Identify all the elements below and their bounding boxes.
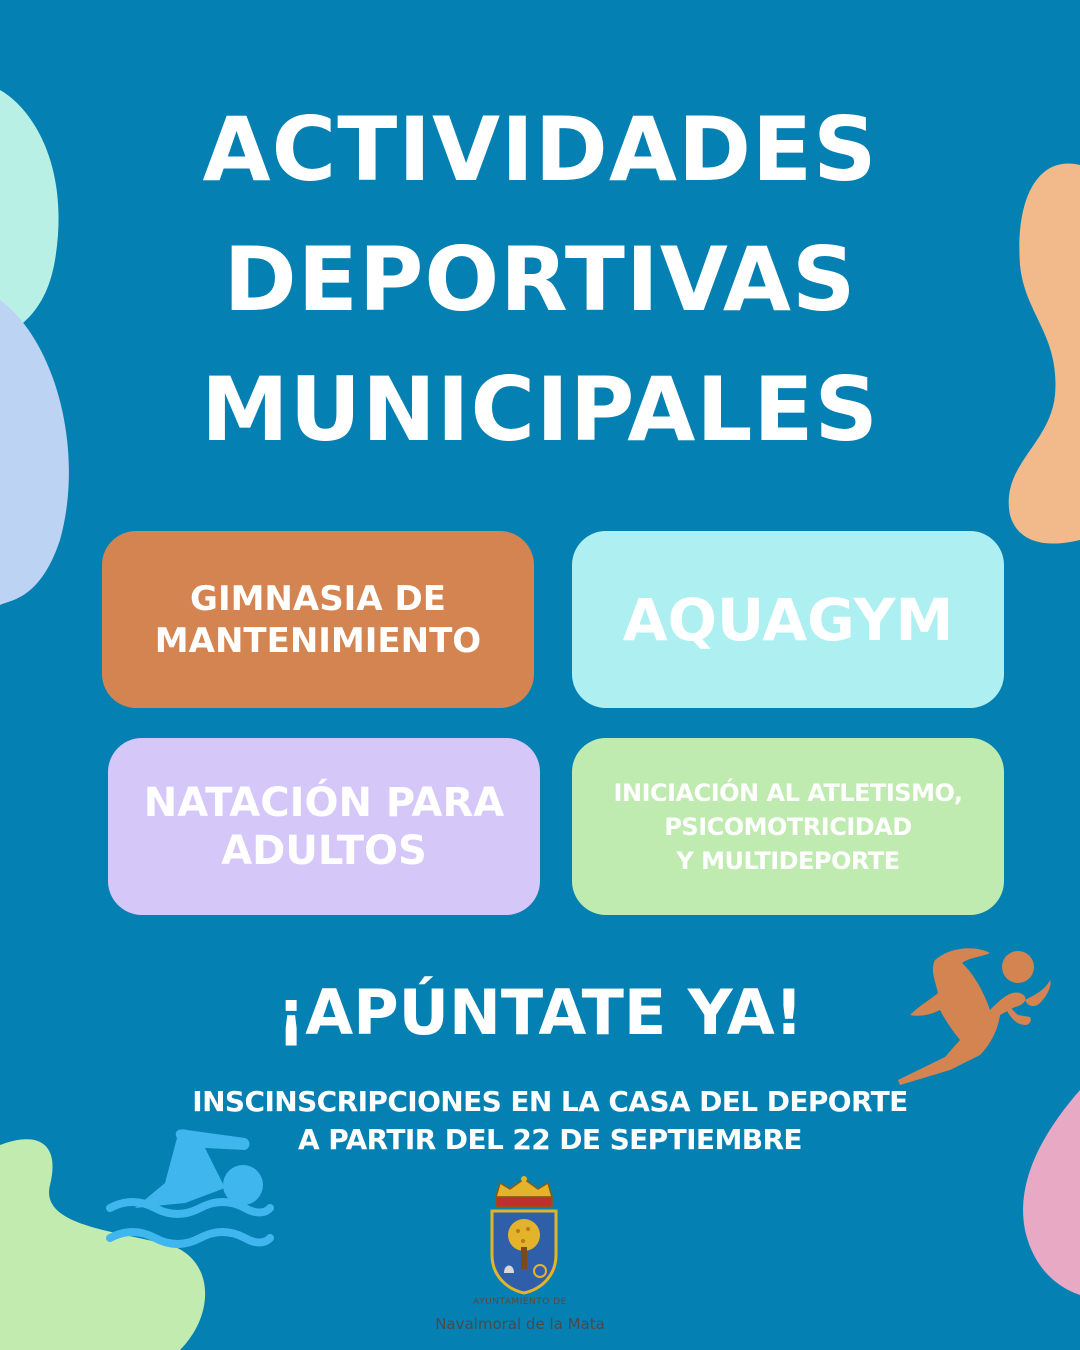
crest-caption: AYUNTAMIENTO DE <box>473 1297 567 1307</box>
registration-info: INSCINSCRIPCIONES EN LA CASA DEL DEPORTE A PARTIR DEL 22 DE SEPTIEMBRE <box>192 1085 908 1156</box>
title-line-2: DEPORTIVAS <box>223 228 857 331</box>
activity-card-natacion <box>108 738 540 915</box>
activity-label: INICIACIÓN AL ATLETISMO, PSICOMOTRICIDAD Y MULTIDEPORTE <box>613 778 963 875</box>
activity-card-gimnasia <box>102 531 534 708</box>
crest-town-name: Navalmoral de la Mata <box>435 1315 605 1333</box>
activity-card-aquagym <box>572 531 1004 708</box>
activity-label: AQUAGYM <box>622 585 954 654</box>
municipal-crest-icon <box>488 1175 560 1295</box>
signup-call-to-action: ¡APÚNTATE YA! <box>276 976 804 1049</box>
municipal-crest <box>420 1175 620 1350</box>
title-line-3: MUNICIPALES <box>201 358 879 461</box>
swimmer-icon <box>105 1128 275 1248</box>
main-title <box>0 85 1080 475</box>
activity-card-atletismo <box>572 738 1004 915</box>
activity-label: GIMNASIA DE MANTENIMIENTO <box>154 578 482 661</box>
activity-label: NATACIÓN PARA ADULTOS <box>143 779 505 874</box>
title-line-1: ACTIVIDADES <box>202 98 878 201</box>
